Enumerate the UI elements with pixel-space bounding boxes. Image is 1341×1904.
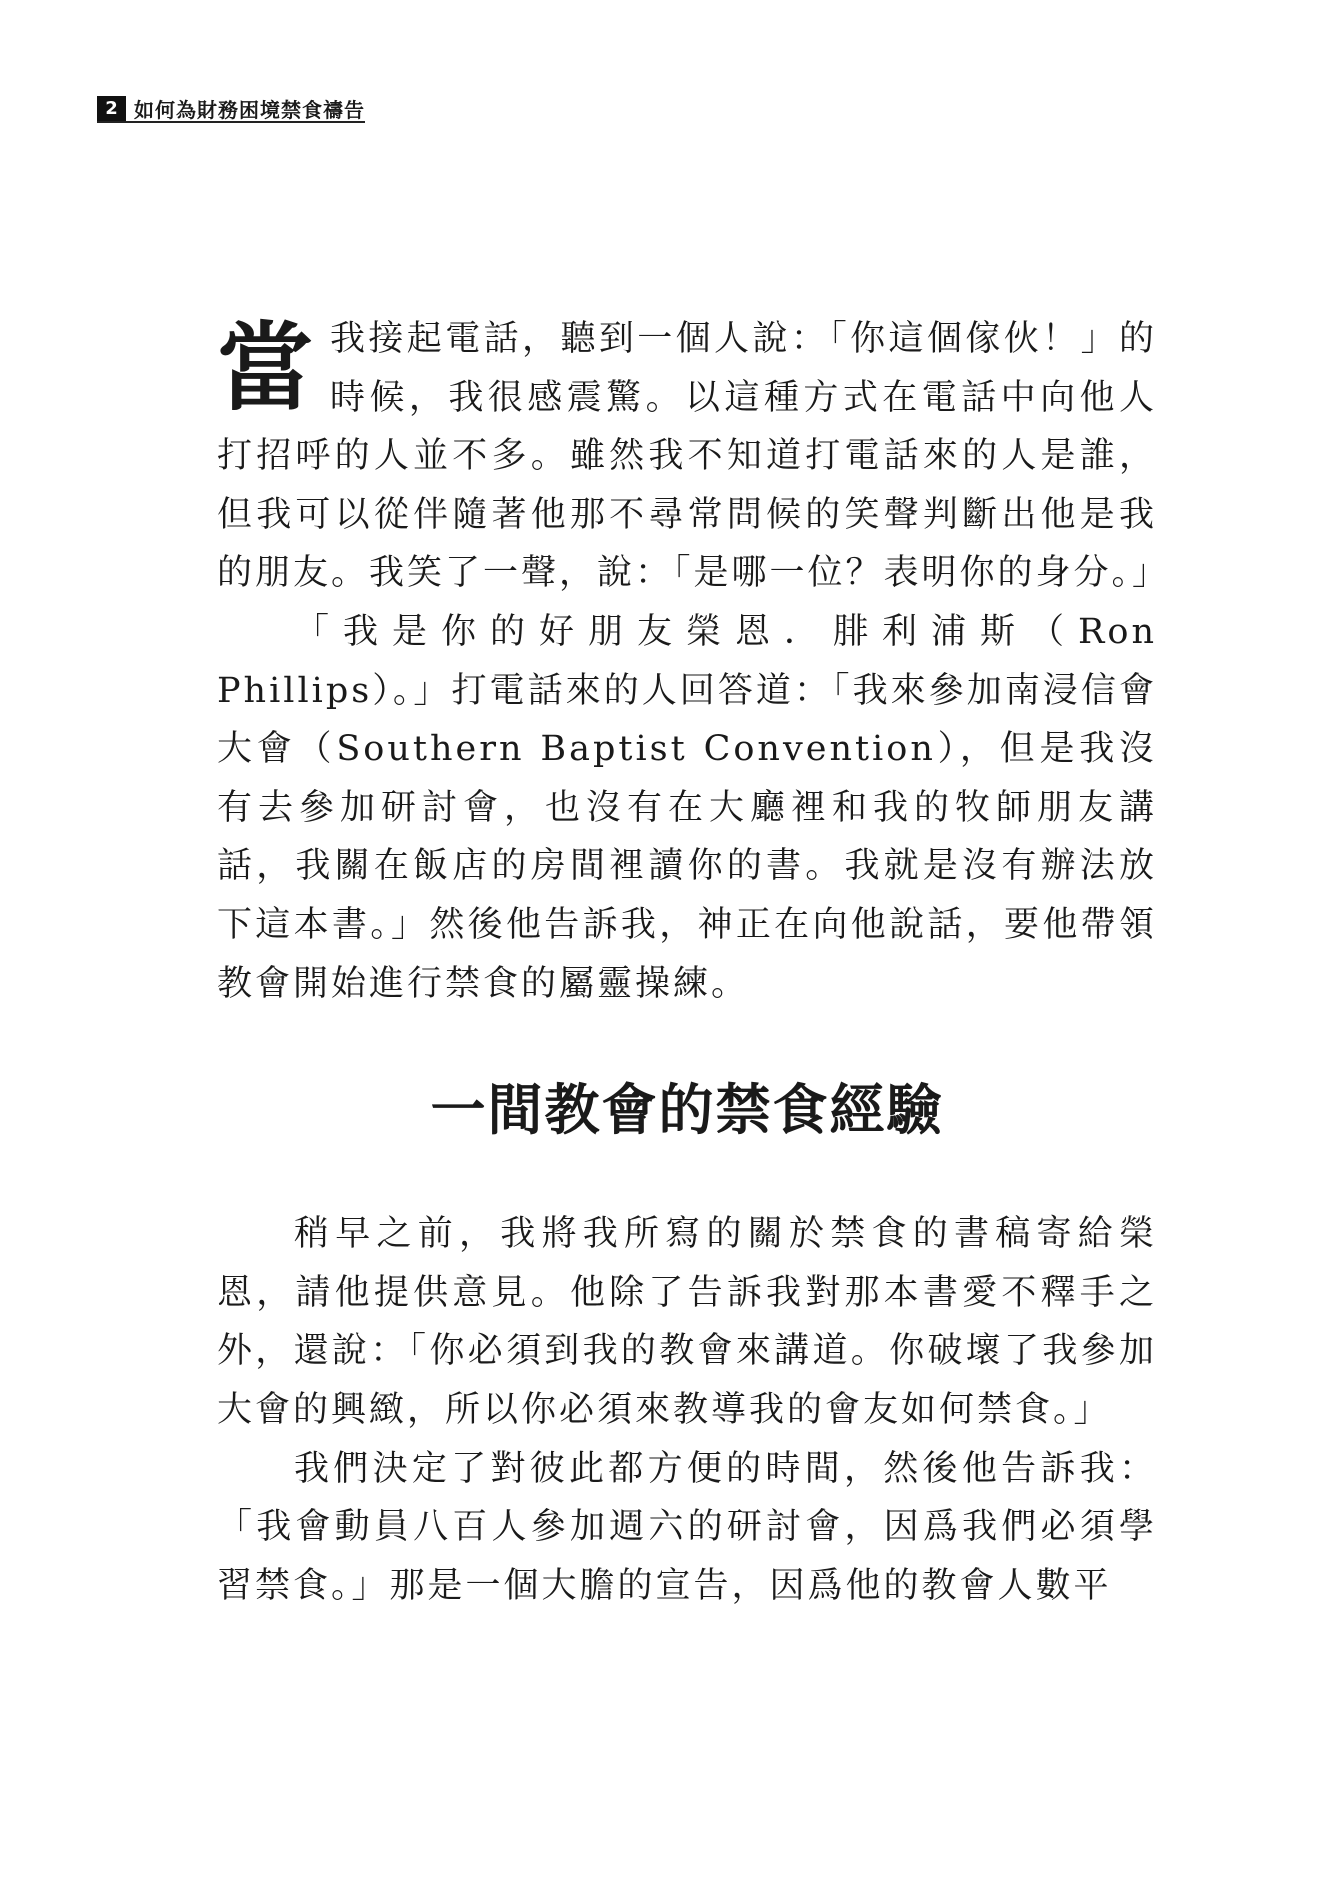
paragraph-2: 「我是你的好朋友榮恩．腓利浦斯（Ron Phillips）。」打電話來的人回答道：「我來參加南浸信會大會（Southern Baptist Convention），但是我沒有去參加研討會，也沒有在大廳裡和我的牧師朋友講話，我關在飯店的房間裡讀你的書。我就是沒有辦法放下這本書。」然後他告訴我，神正在向他說話，要他帶領教會開始進行禁食的屬靈操練。 xyxy=(217,611,1157,1004)
paragraph-4: 我們決定了對彼此都方便的時間，然後他告訴我：「我會動員八百人參加週六的研討會，因爲我們必須學習禁食。」那是一個大膽的宣告，因爲他的教會人數平 xyxy=(217,1448,1157,1606)
paragraph-1 xyxy=(217,310,1171,603)
page-body xyxy=(217,310,1171,1615)
section-heading: 一間教會的禁食經驗 xyxy=(430,1077,944,1143)
book-title: 如何為財務困境禁食禱告 xyxy=(134,98,365,122)
paragraph-3: 稍早之前，我將我所寫的關於禁食的書稿寄給榮恩，請他提供意見。他除了告訴我對那本書愛不釋手之外，還說：「你必須到我的教會來講道。你破壞了我參加大會的興緻，所以你必須來教導我的會友如何禁食。」 xyxy=(217,1214,1157,1430)
page-number: 2 xyxy=(97,96,126,121)
running-header xyxy=(97,96,365,123)
paragraph-1-text: 我接起電話，聽到一個人說：「你這個傢伙！」的時候，我很感震驚。以這種方式在電話中向他人打招呼的人並不多。雖然我不知道打電話來的人是誰，但我可以從伴隨著他那不尋常問候的笑聲判斷出他是我的朋友。我笑了一聲，說：「是哪一位？表明你的身分。」 xyxy=(217,319,1171,594)
drop-cap: 當 xyxy=(217,311,316,424)
